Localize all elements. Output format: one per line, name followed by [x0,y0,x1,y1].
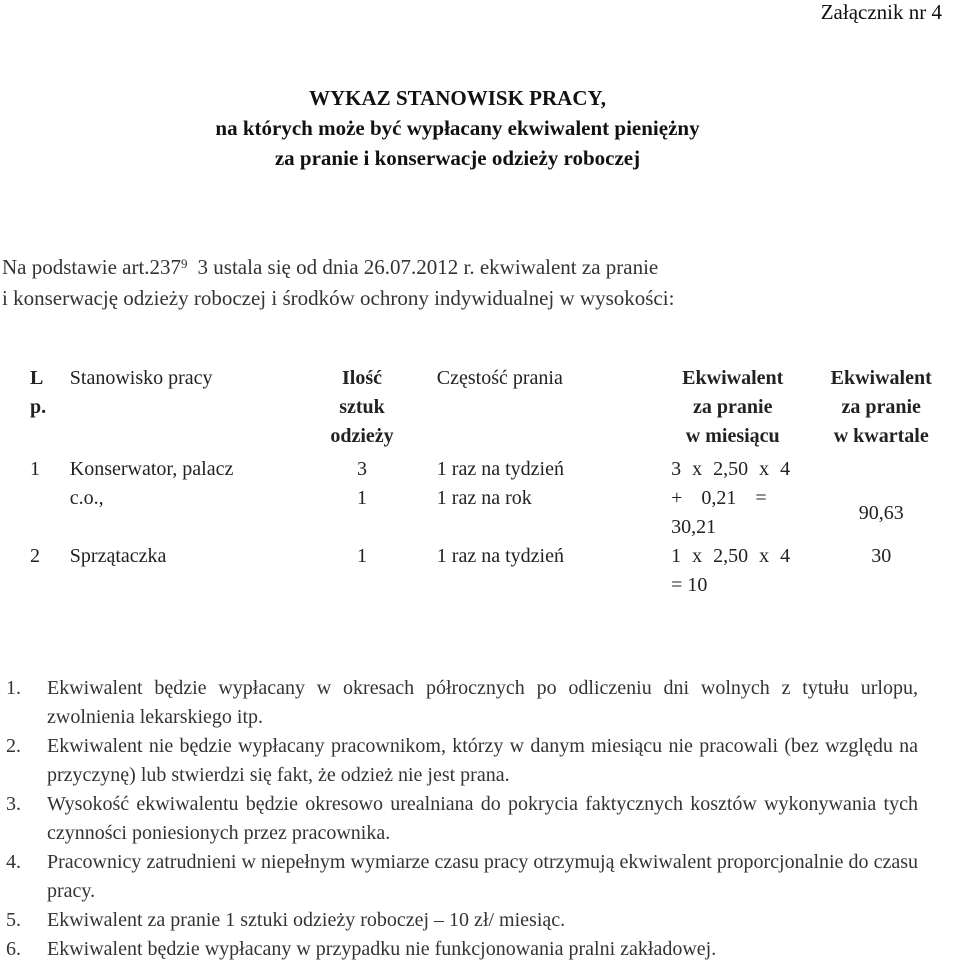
header-quarterly [810,364,952,455]
row-1-position-line-2: c.o., [69,487,104,509]
intro-paragraph [2,252,942,314]
note-text: Ekwiwalent za pranie 1 sztuki odzieży roboczej – 10 zł/ miesiąc. [47,909,566,931]
header-lp-line-1: L [30,367,44,389]
row-1-frequency [411,455,655,542]
row-1-position-line-1: Konserwator, palacz [69,458,234,480]
notes-list [6,674,918,964]
row-2-position: Sprzątaczka [69,545,167,567]
header-frequency: Częstość prania [436,367,563,389]
row-1-quarterly-value: 90,63 [858,501,904,524]
header-qty-line-1: Ilość [341,367,382,389]
header-quarterly-line-1: Ekwiwalent [830,367,932,389]
header-lp [0,364,64,455]
table-row [0,542,952,600]
header-monthly [655,364,810,455]
row-1-lp: 1 [30,458,40,480]
row-1-monthly-line-1 [671,455,810,484]
intro-legal-basis: Na podstawie art.237 [2,255,182,279]
row-2-quarterly: 30 [871,545,892,567]
header-quarterly-line-2: za pranie [841,396,921,418]
note-text: Ekwiwalent będzie wypłacany w okresach półrocznych po odliczeniu dni wolnych z tytułu urlopu, zwolnienia lekarskiego itp. [47,677,918,728]
header-qty-line-3: odzieży [330,425,394,447]
row-1-monthly-line-3: 30,21 [671,516,717,538]
note-item [6,848,918,906]
document-title [0,83,915,173]
note-number: 2. [6,735,21,757]
row-2-quantity: 1 [356,545,367,567]
note-item [6,790,918,848]
intro-line-2: i konserwację odzieży roboczej i środków ochrony indywidualnej w wysokości: [2,286,675,310]
header-monthly-line-3: w miesiącu [685,425,780,447]
table-row [0,455,952,542]
row-1-monthly-formula: 3 x 2,50 x 4 [671,458,791,480]
note-item [6,906,918,935]
title-line-3: za pranie i konserwacje odzieży roboczej [274,146,641,170]
row-1-freq-line-1: 1 raz na tydzień [436,458,564,480]
note-item [6,674,918,732]
row-1-freq-line-2: 1 raz na rok [436,487,532,509]
row-1-quarterly [810,455,952,542]
note-number: 3. [6,793,21,815]
intro-line-1-rest: 3 ustala się od dnia 26.07.2012 r. ekwiwalent za pranie [197,255,659,279]
note-number: 5. [6,909,21,931]
row-1-qty-line-1: 3 [356,458,367,480]
header-position: Stanowisko pracy [69,367,213,389]
header-quantity [313,364,411,455]
row-1-monthly-line-2: + 0,21 = [671,487,767,509]
table-header-row [0,364,952,455]
title-line-1: WYKAZ STANOWISK PRACY, [309,86,606,110]
header-monthly-line-2: za pranie [693,396,773,418]
header-qty-line-2: sztuk [339,396,385,418]
header-monthly-line-1: Ekwiwalent [682,367,784,389]
row-1-monthly [655,455,810,542]
title-line-2: na których może być wypłacany ekwiwalent pieniężny [215,116,700,140]
header-lp-line-2: p. [30,396,47,418]
intro-superscript: 9 [181,256,188,271]
note-item [6,732,918,790]
note-text: Ekwiwalent nie będzie wypłacany pracownikom, którzy w danym miesiącu nie pracowali (bez względu na przyczynę) lub stwierdzi się fakt, że odzież nie jest prana. [47,735,918,786]
note-number: 4. [6,851,21,873]
note-text: Pracownicy zatrudnieni w niepełnym wymiarze czasu pracy otrzymują ekwiwalent proporcjonalnie do czasu pracy. [47,851,918,902]
header-quarterly-line-3: w kwartale [833,425,929,447]
note-text: Wysokość ekwiwalentu będzie okresowo urealniana do pokrycia faktycznych kosztów wykonywania tych czynności poniesionych przez pracownika. [47,793,918,844]
row-1-quantity [313,455,411,542]
row-1-qty-line-2: 1 [356,487,367,509]
attachment-label: Załącznik nr 4 [820,0,942,24]
row-2-lp: 2 [30,545,40,567]
row-2-monthly [655,542,810,600]
row-2-monthly-line-2: = 10 [671,574,708,596]
intro-line-1 [2,252,942,283]
note-number: 6. [6,938,21,960]
row-1-position [64,455,313,542]
row-2-monthly-line-1: 1 x 2,50 x 4 [671,545,791,567]
note-text: Ekwiwalent będzie wypłacany w przypadku nie funkcjonowania pralni zakładowej. [47,938,717,960]
row-2-frequency: 1 raz na tydzień [436,545,564,567]
equivalent-table [0,364,952,600]
note-number: 1. [6,677,21,699]
